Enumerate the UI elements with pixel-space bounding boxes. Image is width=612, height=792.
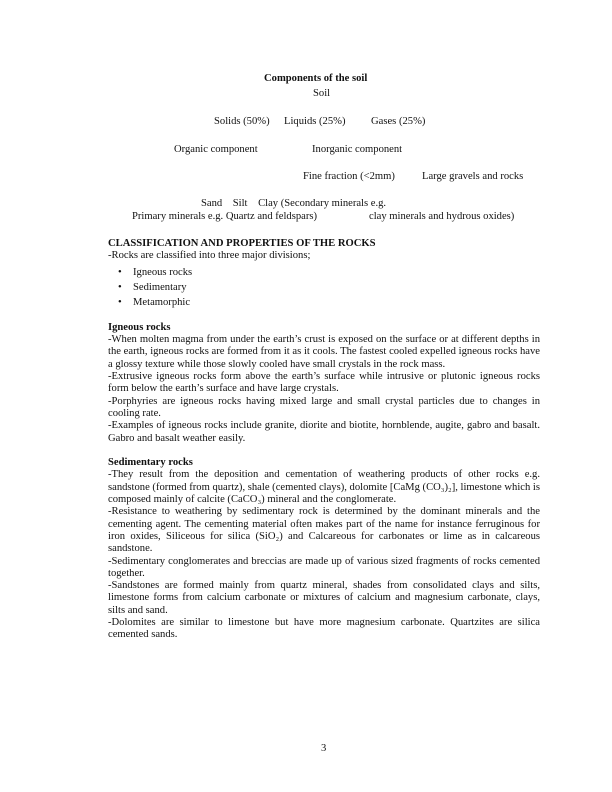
bullet-icon: •: [118, 296, 122, 308]
list-item: [108, 295, 540, 310]
bullet-icon: •: [118, 281, 122, 293]
list-item-label: Igneous rocks: [133, 266, 193, 278]
node-liquids: Liquids (25%): [284, 116, 346, 127]
page-number: 3: [321, 743, 327, 754]
paragraph: -Extrusive igneous rocks form above the earth’s surface while intrusive or plutonic igneous rocks form below the earth’s surface and have large crystals.: [108, 371, 540, 395]
paragraph: -They result from the deposition and cementation of weathering products of other rocks e.g. sandstone (formed from quartz), shale (cemented clays), dolomite [CaMg (CO₃)₂], limestone which is composed mainly of calcite (CaCO₃) mineral and the conglomerate.: [108, 469, 540, 506]
paragraph: -Porphyries are igneous rocks having mixed large and small crystal particles due to changes in cooling rate.: [108, 395, 540, 419]
node-inorganic: Inorganic component: [312, 144, 403, 155]
main-text: [108, 238, 540, 642]
list-item: [108, 265, 540, 280]
sedimentary-heading: Sedimentary rocks: [108, 457, 193, 469]
rock-divisions-list: [108, 265, 540, 310]
classification-intro: -Rocks are classified into three major divisions;: [108, 250, 311, 262]
node-organic: Organic component: [174, 144, 258, 155]
node-soil: Soil: [313, 88, 331, 99]
node-gases: Gases (25%): [371, 116, 426, 127]
node-sand-silt-clay: Sand Silt Clay (Secondary minerals e.g.: [201, 198, 387, 209]
node-clay-minerals: clay minerals and hydrous oxides): [369, 211, 515, 222]
node-large-gravels: Large gravels and rocks: [422, 171, 524, 182]
paragraph: -Dolomites are similar to limestone but have more magnesium carbonate. Quartzites are silica cemented sands.: [108, 617, 540, 641]
list-item-label: Sedimentary: [133, 281, 187, 293]
diagram-title: Components of the soil: [264, 73, 368, 84]
node-fine-fraction: Fine fraction (<2mm): [303, 171, 395, 182]
paragraph: -Sedimentary conglomerates and breccias are made up of various sized fragments of rocks cemented together.: [108, 555, 540, 579]
bullet-icon: •: [118, 266, 122, 278]
paragraph: -Examples of igneous rocks include granite, diorite and biotite, hornblende, augite, gabro and basalt. Gabro and basalt weather easily.: [108, 420, 540, 444]
node-solids: Solids (50%): [214, 116, 270, 127]
igneous-heading: Igneous rocks: [108, 321, 171, 333]
list-item-label: Metamorphic: [133, 296, 191, 308]
paragraph: -When molten magma from under the earth’s crust is exposed on the surface or at different depths in the earth, igneous rocks are formed from it as it cools. The fastest cooled expelled igneous rocks have a glossy texture while those slowly cooled have small crystals in the rock mass.: [108, 334, 540, 370]
paragraph: -Sandstones are formed mainly from quartz mineral, shades from consolidated clays and silts, limestone forms from calcium carbonate or mixtures of calcium and magnesium carbonate, clays, silts and sand.: [108, 580, 540, 616]
classification-heading: CLASSIFICATION AND PROPERTIES OF THE ROCKS: [108, 238, 376, 249]
paragraph: -Resistance to weathering by sedimentary rock is determined by the dominant minerals and the cementing agent. The cementing material often makes part of the name for instance ferruginous for iron oxides, Siliceous for silica (SiO₂) and Calcareous for carbonates or lime as in calcareous sandstone.: [108, 506, 540, 555]
node-primary-minerals: Primary minerals e.g. Quartz and feldspars): [132, 211, 318, 222]
list-item: [108, 280, 540, 295]
